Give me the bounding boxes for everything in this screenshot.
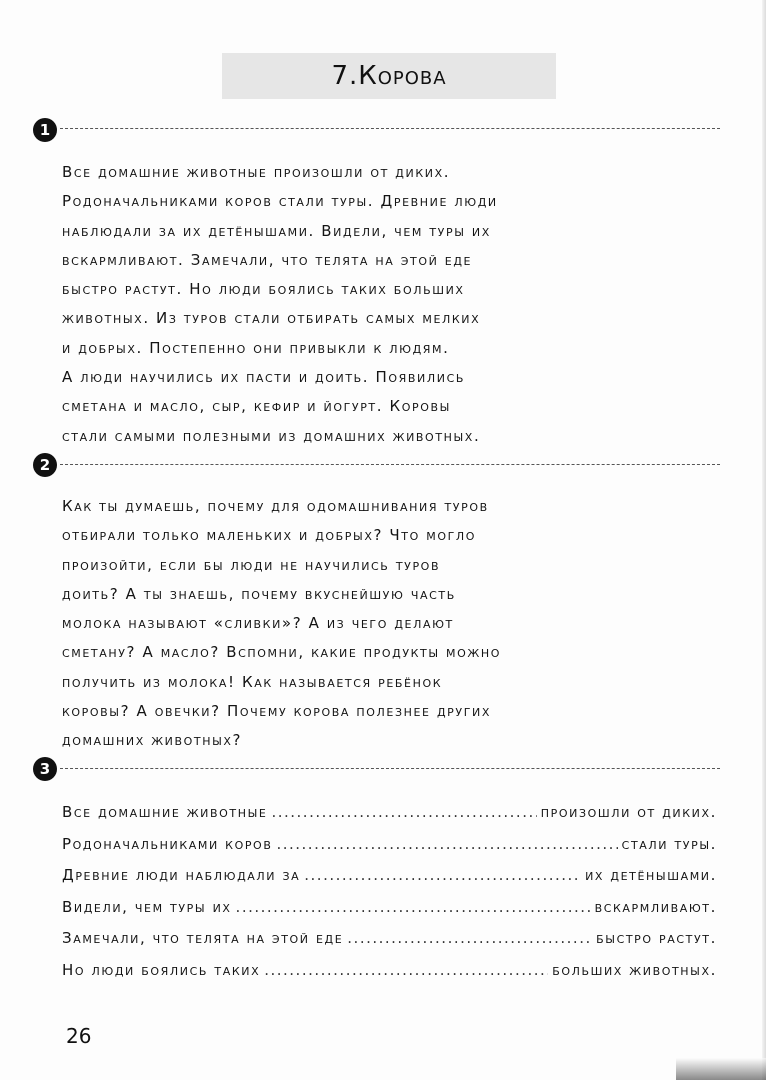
text-line: быстро растут. Но люди боялись таких больших: [62, 280, 465, 299]
text-line: доить? А ты знаешь, почему вкуснейшую часть: [62, 584, 456, 603]
text-line: животных. Из туров стали отбирать самых мелких: [62, 309, 481, 328]
page-title: 7.Корова: [331, 61, 447, 91]
text-line: коровы? А овечки? Почему корова полезнее других: [62, 702, 491, 721]
dotted-leader: [347, 923, 592, 955]
row-start: Замечали, что телята на этой еде: [62, 929, 344, 947]
section-marker-1: 1: [33, 118, 57, 142]
page-corner-shadow: [676, 1058, 766, 1080]
dotted-leader: [271, 797, 536, 829]
row-end: их детёнышами.: [585, 866, 717, 884]
row-end: больших животных.: [552, 960, 717, 979]
text-line: А люди научились их пасти и доить. Появились: [62, 368, 466, 387]
fill-in-exercise: [62, 797, 717, 986]
row-start: Все домашние животные: [62, 803, 268, 821]
exercise-row: [62, 860, 717, 892]
section-marker-3: 3: [33, 757, 57, 781]
questions-text: [62, 492, 717, 756]
page-spine-edge: [762, 0, 766, 1080]
text-line: Как ты думаешь, почему для одомашнивания туров: [62, 497, 489, 515]
text-line: Родоначальниками коров стали туры. Древние люди: [62, 192, 498, 211]
dotted-leader: [304, 860, 581, 892]
row-start: Древние люди наблюдали за: [62, 866, 301, 884]
text-line: произойти, если бы люди не научились туров: [62, 555, 441, 574]
exercise-row: [62, 829, 717, 861]
dotted-leader: [276, 829, 617, 861]
dotted-leader: [236, 892, 591, 924]
text-line: получить из молока! Как называется ребёнок: [62, 672, 443, 691]
page-number: 26: [66, 1024, 92, 1048]
text-line: вскармливают. Замечали, что телята на этой еде: [62, 250, 473, 269]
row-end: произошли от диких.: [540, 803, 717, 821]
reading-text: [62, 158, 717, 451]
exercise-row: [62, 955, 717, 987]
text-line: стали самыми полезными из домашних животных.: [62, 426, 481, 445]
section-divider-2: [60, 464, 720, 465]
row-end: быстро растут.: [596, 929, 717, 947]
text-line: молока называют «сливки»? А из чего делают: [62, 614, 454, 633]
text-line: сметану? А масло? Вспомни, какие продукты можно: [62, 643, 501, 662]
dotted-leader: [264, 955, 548, 987]
exercise-row: [62, 923, 717, 955]
text-line: Все домашние животные произошли от диких.: [62, 163, 451, 181]
text-line: отбирали только маленьких и добрых? Что могло: [62, 526, 477, 545]
text-line: сметана и масло, сыр, кефир и йогурт. Коровы: [62, 397, 451, 416]
row-end: стали туры.: [621, 834, 717, 853]
exercise-row: [62, 892, 717, 924]
row-start: Но люди боялись таких: [62, 960, 261, 979]
text-line: наблюдали за их детёнышами. Видели, чем туры их: [62, 221, 491, 240]
section-divider-1: [60, 128, 720, 129]
section-divider-3: [60, 768, 720, 769]
text-line: домашних животных?: [62, 731, 243, 750]
row-end: вскармливают.: [594, 897, 717, 916]
section-marker-2: 2: [33, 453, 57, 477]
row-start: Видели, чем туры их: [62, 897, 232, 916]
title-banner: [222, 53, 556, 99]
row-start: Родоначальниками коров: [62, 834, 273, 853]
exercise-row: [62, 797, 717, 829]
text-line: и добрых. Постепенно они привыкли к людям.: [62, 338, 450, 357]
